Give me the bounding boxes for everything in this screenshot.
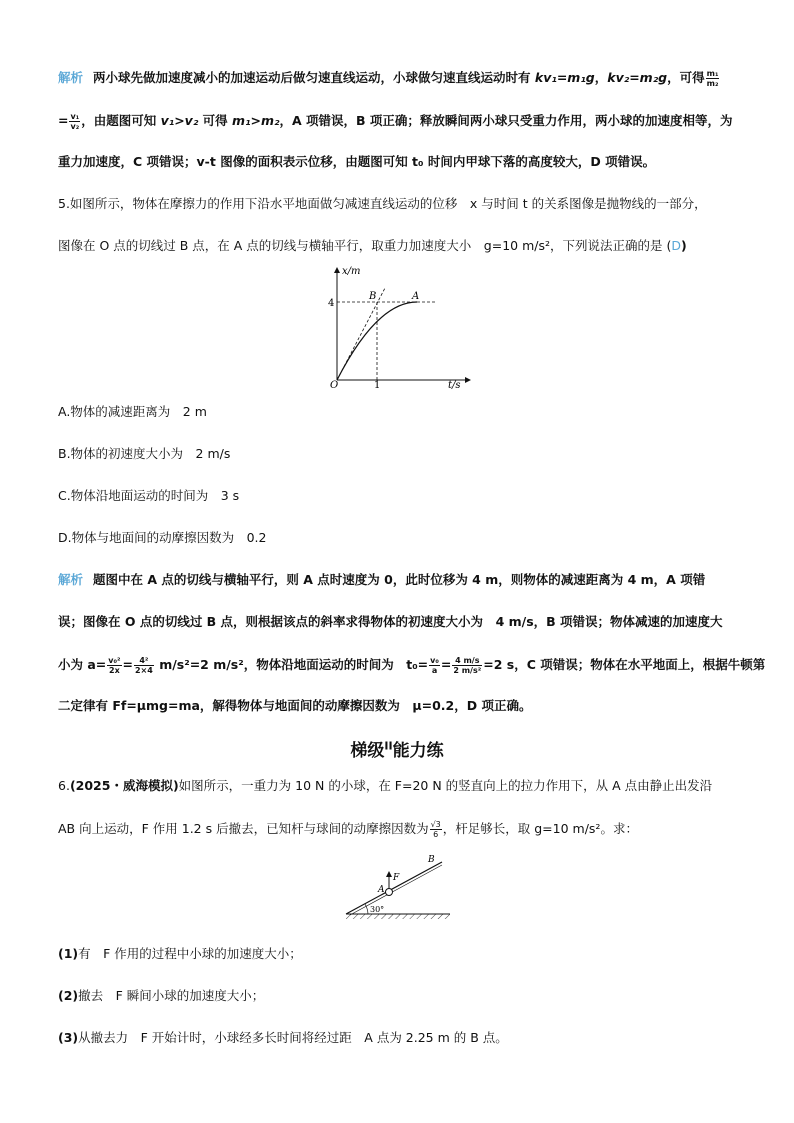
point-b-label: B [428,855,435,865]
analysis4-line2: = $\frac{\text{v₁}}{\text{v₂}}$ ，由题图可知 v₁>v₂ 可得 m₁>m₂，A 项错误，B 项正确；释放瞬间两小球只受重力作用，两小球的加速度相等，为 [58,112,733,131]
origin-label: O [330,380,339,391]
q5-option-a: A.物体的减速距离为 2 m [58,404,207,419]
point-a-label: A [378,885,385,895]
point-a-label: A [412,291,420,302]
analysis5-line3: 小为 a= $\frac{\text{v₀²}}{2x}$ = $\frac{\text{4²}}{2\times 4}$ m/s²=2 m/s²，物体沿地面运动的时间为 t₀= $\frac{\text{v₀}}{a}$ = $\frac{4 m/s}{\text{2 m/s²}}$ =2 s，C 项错误；物体在水平地面上，根据牛顿第 [58,656,766,675]
analysis5-line2: 误；图像在 O 点的切线过 B 点，则根据该点的斜率求得物体的初速度大小为 4 m/s，B 项错误；物体减速的加速度大 [58,614,723,629]
ball [386,889,393,896]
q5-stem-line2: 图像在 O 点的切线过 B 点，在 A 点的切线与横轴平行，取重力加速度大小 g=10 m/s²，下列说法正确的是 (D) [58,238,687,253]
incline-diagram [342,852,454,924]
analysis5-line1: 解析 题图中在 A 点的切线与横轴平行，则 A 点时速度为 0，此时位移为 4 m，则物体的减速距离为 4 m，A 项错 [58,572,706,587]
rod-line [346,862,442,914]
friction-coefficient-fraction: $\frac{√3}{6}$ [430,820,441,839]
force-label: F [393,873,400,883]
velocity-ratio-fraction: $\frac{\text{v₁}}{\text{v₂}}$ [70,112,80,131]
q6-part-1: (1)有 F 作用的过程中小球的加速度大小； [58,946,302,961]
analysis4-line3: 重力加速度，C 项错误；v-t 图像的面积表示位移，由题图可知 t₀ 时间内甲球下落的高度较大，D 项错误。 [58,154,656,169]
q5-option-b: B.物体的初速度大小为 2 m/s [58,446,231,461]
ground-hatch [346,914,450,919]
analysis-tag: 解析 [58,572,84,587]
x-axis-label: t/s [448,380,461,391]
q5-option-c: C.物体沿地面运动的时间为 3 s [58,488,240,503]
analysis-tag: 解析 [58,70,84,85]
x-tick-label: 1 [374,380,381,391]
y-tick-label: 4 [328,298,335,309]
q5-option-d: D.物体与地面间的动摩擦因数为 0.2 [58,530,267,545]
q6-stem-line2: AB 向上运动，F 作用 1.2 s 后撤去，已知杆与球间的动摩擦因数为 $\frac{√3}{6}$ ，杆足够长，取 g=10 m/s²。求： [58,820,638,839]
mass-ratio-fraction: $\frac{\text{m₁}}{\text{m₂}}$ [706,69,719,88]
q6-part-3: (3)从撤去力 F 开始计时，小球经多长时间将经过距 A 点为 2.25 m 的 B 点。 [58,1030,508,1045]
section-title: 梯级$^{II}$能力练 [350,739,444,761]
q6-part-2: (2)撤去 F 瞬间小球的加速度大小； [58,988,265,1003]
angle-label: 30° [370,905,385,914]
q5-answer: D [671,238,681,253]
analysis5-line4: 二定律有 Ff=μmg=ma，解得物体与地面间的动摩擦因数为 μ=0.2，D 项正确。 [58,698,532,713]
analysis4-line1: 解析 两小球先做加速度减小的加速运动后做匀速直线运动，小球做匀速直线运动时有 kv₁=m₁g，kv₂=m₂g，可得 $\frac{\text{m₁}}{\text{m₂}}$ [58,69,719,88]
y-axis-label: x/m [342,266,361,277]
q6-stem-line1: 6.(2025・威海模拟)如图所示，一重力为 10 N 的小球，在 F=20 N 的竖直向上的拉力作用下，从 A 点由静止出发沿 [58,778,713,793]
x-t-graph [320,262,480,392]
point-b-label: B [369,291,377,302]
q5-stem-line1: 5.如图所示，物体在摩擦力的作用下沿水平地面做匀减速直线运动的位移 x 与时间 t 的关系图像是抛物线的一部分， [58,196,707,211]
